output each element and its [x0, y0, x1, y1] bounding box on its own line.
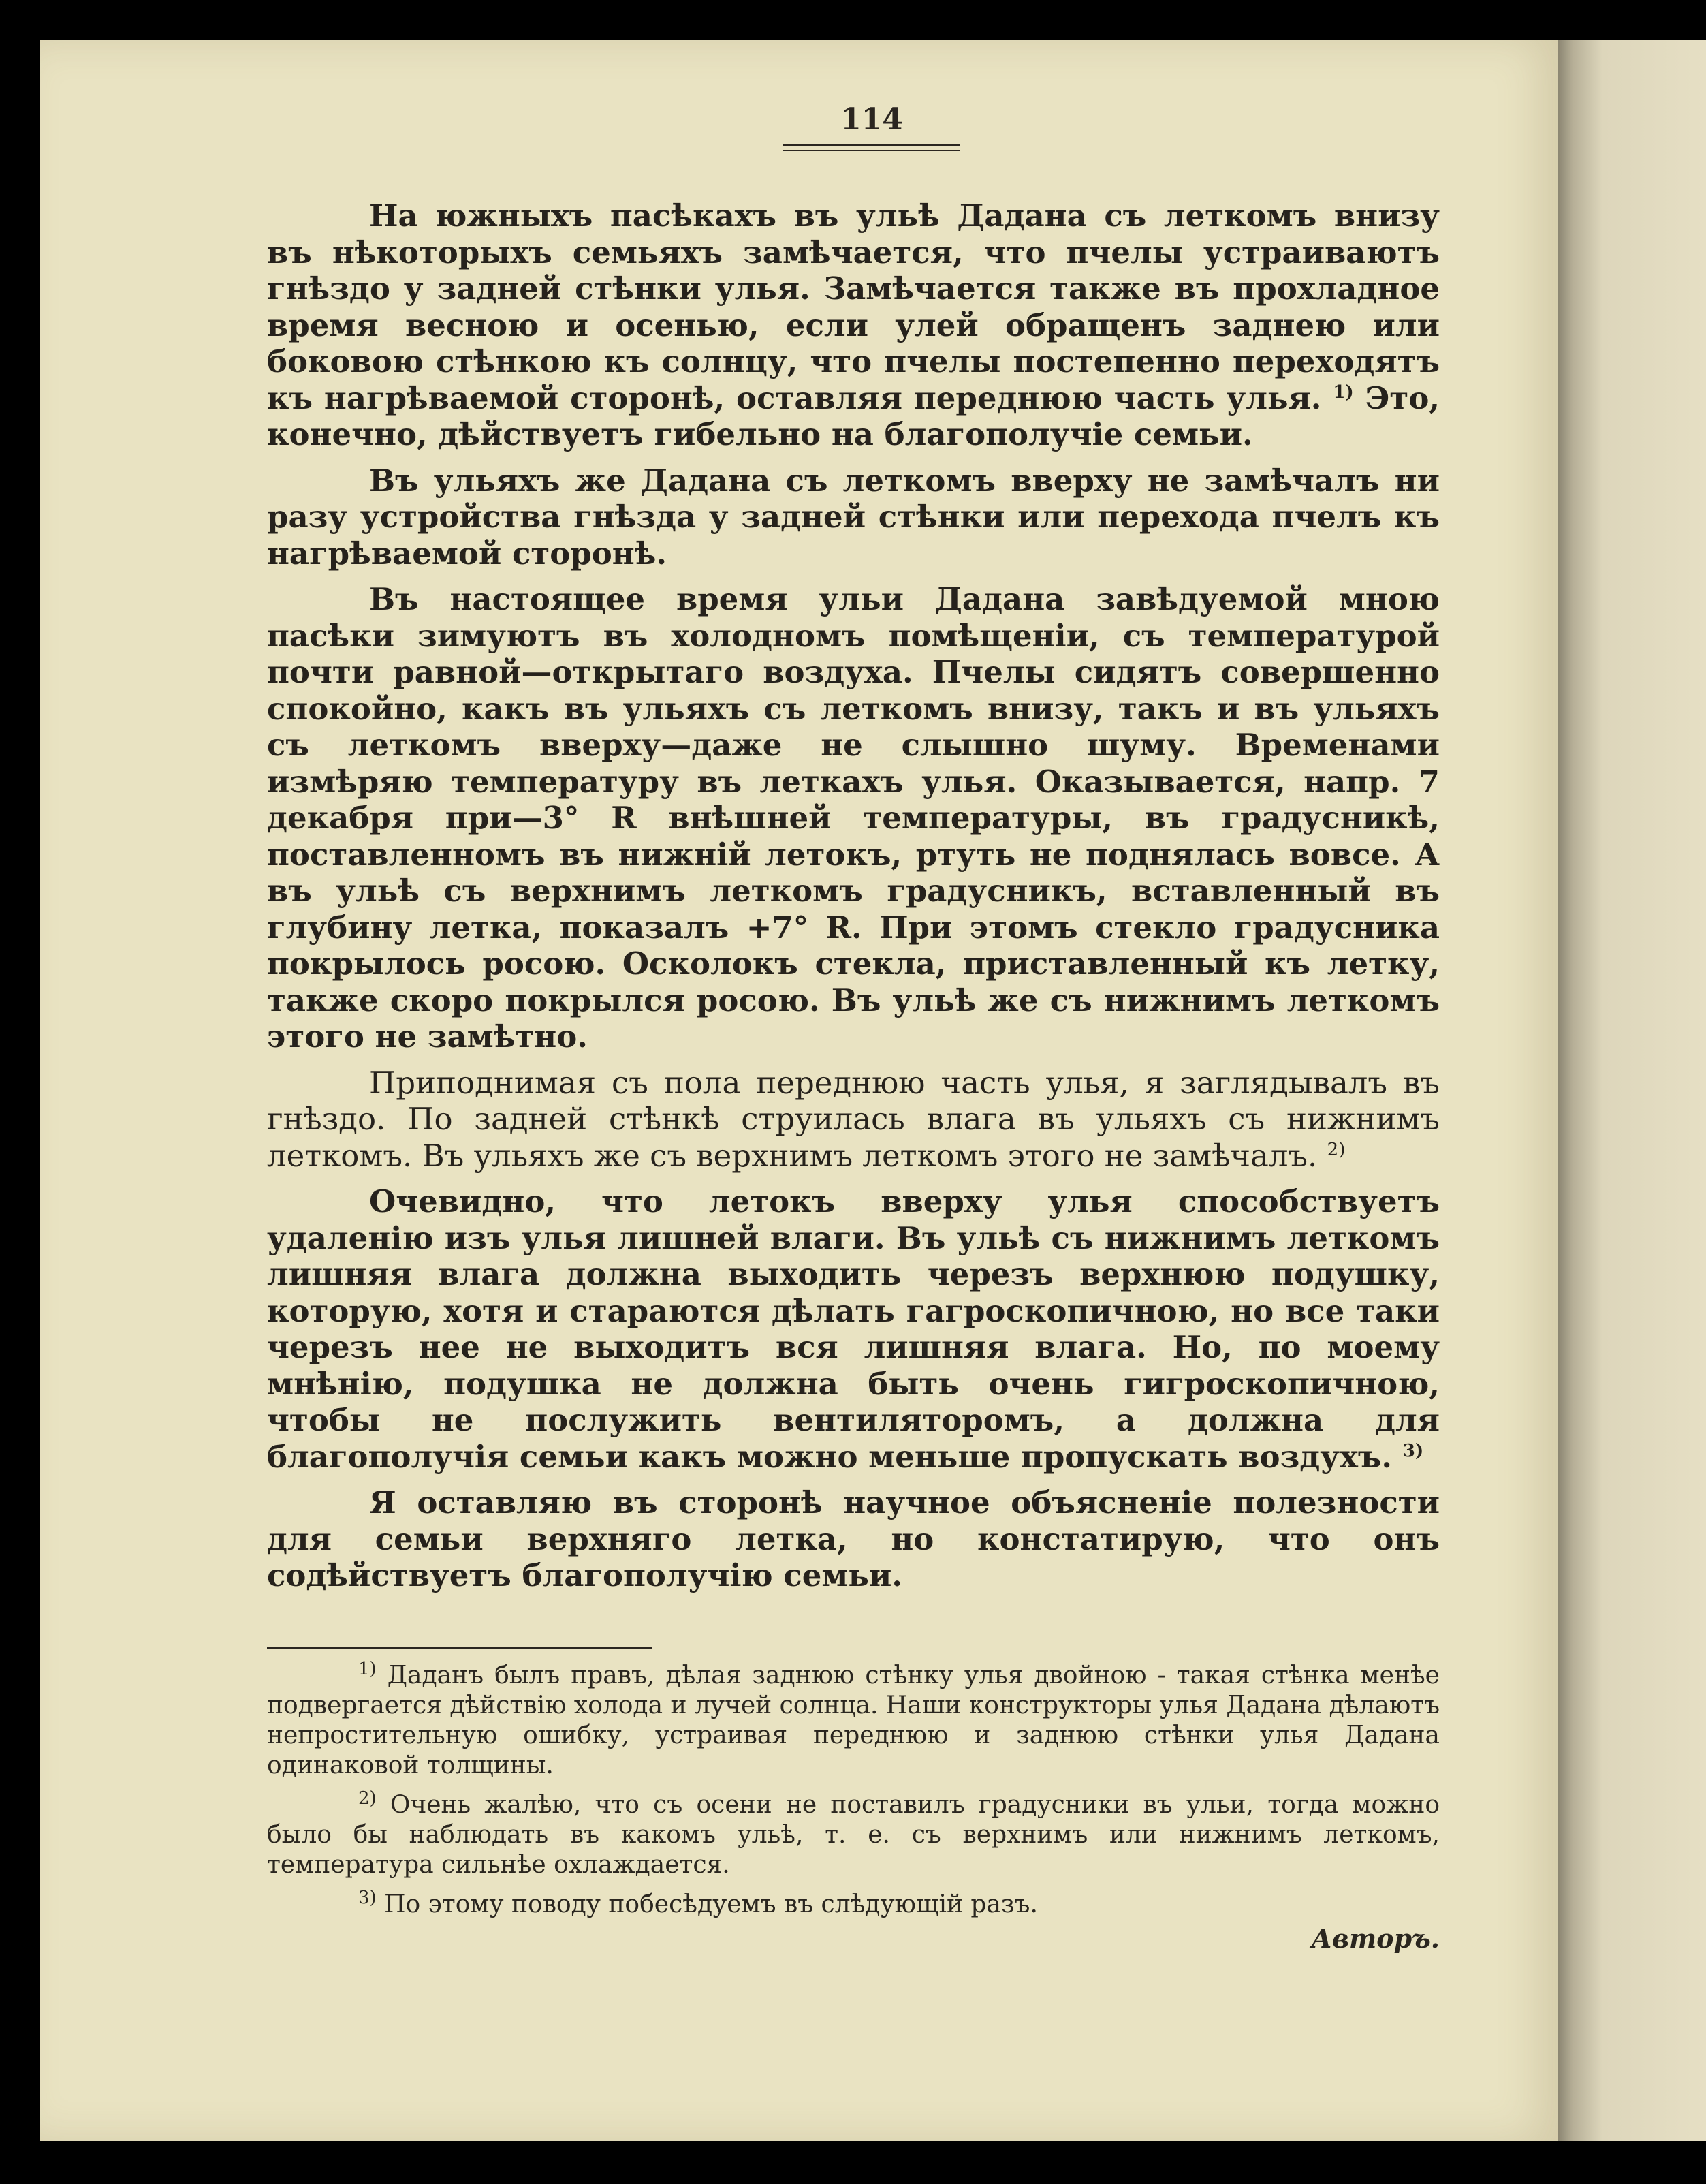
adjacent-page-edge — [1558, 40, 1706, 2141]
paragraph: Очевидно, что летокъ вверху улья способствуетъ удаленію изъ улья лишней влаги. Въ ульѣ съ нижнимъ леткомъ лишняя влага должна выходить черезъ верхнюю подушку, которую, хотя и стараются дѣлать гагроскопичною, но все таки черезъ нее не выходитъ вся лишняя влага. Но, по моему мнѣнію, подушка не должна быть очень гигроскопичною, чтобы не послужить вентиляторомъ, а должна для благополучія семьи какъ можно меньше пропускать воздухъ. $^{3)}$ — [267, 1183, 1440, 1475]
footnote: $^{2)}$ Очень жалѣю, что съ осени не поставилъ градусники въ ульи, тогда можно было бы наблюдать въ какомъ ульѣ, т. е. съ верхнимъ или нижнимъ леткомъ, темпeратура сильнѣе охлаждается. — [267, 1788, 1440, 1879]
paragraph: Я оставляю въ сторонѣ научное объясненіе полезности для семьи верхняго летка, но констатирую, что онъ содѣйствуетъ благополучію семьи. — [267, 1484, 1440, 1593]
footnote: $^{1)}$ Даданъ былъ правъ, дѣлая заднюю стѣнку улья двойною - такая стѣнка менѣе подвергается дѣйствію холода и лучей солнца. Наши конструкторы улья Дадана дѣлаютъ непростительную ошибку, устраивая переднюю и заднюю стѣнки улья Дадана одинаковой толщины. — [267, 1659, 1440, 1779]
header-rule-second — [783, 150, 960, 151]
paragraph: Приподнимая съ пола переднюю часть улья, я заглядывалъ въ гнѣздо. По задней стѣнкѣ струилась влага въ ульяхъ съ нижнимъ леткомъ. Въ ульяхъ же съ верхнимъ леткомъ этого не замѣчалъ. $^{2)}$ — [267, 1064, 1440, 1174]
footnote-ref: 1) — [1333, 381, 1354, 403]
page-number: 114 — [840, 102, 903, 137]
footnote-ref: 3) — [1402, 1440, 1424, 1461]
main-text — [267, 198, 1440, 1604]
paragraph: Въ настоящее время ульи Дадана завѣдуемой мною пасѣки зимуютъ въ холодномъ помѣщеніи, съ температурой почти равной—открытаго воздуха. Пчелы сидятъ совершенно спокойно, какъ въ ульяхъ съ леткомъ внизу, такъ и въ ульяхъ съ леткомъ вверху—даже не слышно шуму. Временами измѣряю температуру въ леткахъ улья. Оказывается, напр. 7 декабря при—3° R внѣшней температуры, въ градусникѣ, поставленномъ въ нижній летокъ, ртуть не поднялась вовсе. А въ ульѣ съ верхнимъ леткомъ градусникъ, вставленный въ глубину летка, показалъ +7° R. При этомъ стекло градусника покрылось росою. Осколокъ стекла, приставленный къ летку, также скоро покрылся росою. Въ ульѣ же съ нижнимъ леткомъ этого не замѣтно. — [267, 581, 1440, 1055]
author-signature: Авторъ. — [1311, 1923, 1440, 1954]
header-rule — [783, 144, 960, 146]
paragraph: Въ ульяхъ же Дадана съ леткомъ вверху не замѣчалъ ни разу устройства гнѣзда у задней стѣнки или перехода пчелъ къ нагрѣваемой сторонѣ. — [267, 462, 1440, 572]
footnote-separator — [267, 1647, 652, 1649]
paragraph: На южныхъ пасѣкахъ въ ульѣ Дадана съ леткомъ внизу въ нѣкоторыхъ семьяхъ замѣчается, что пчелы устраиваютъ гнѣздо у задней стѣнки улья. Замѣчается также въ прохладное время весною и осенью, если улей обращенъ заднею или боковою стѣнкою къ солнцу, что пчелы постепенно переходятъ къ нагрѣваемой сторонѣ, оставляя переднюю часть улья. $^{1)}$ Это, конечно, дѣйствуетъ гибельно на благополучіе семьи. — [267, 198, 1440, 452]
footnote: $^{3)}$ По этому поводу побесѣдуемъ въ слѣдующій разъ. — [358, 1888, 1038, 1918]
footnotes — [267, 1661, 1440, 1954]
footnote-ref: 2) — [1327, 1139, 1346, 1160]
page-header — [783, 102, 960, 151]
